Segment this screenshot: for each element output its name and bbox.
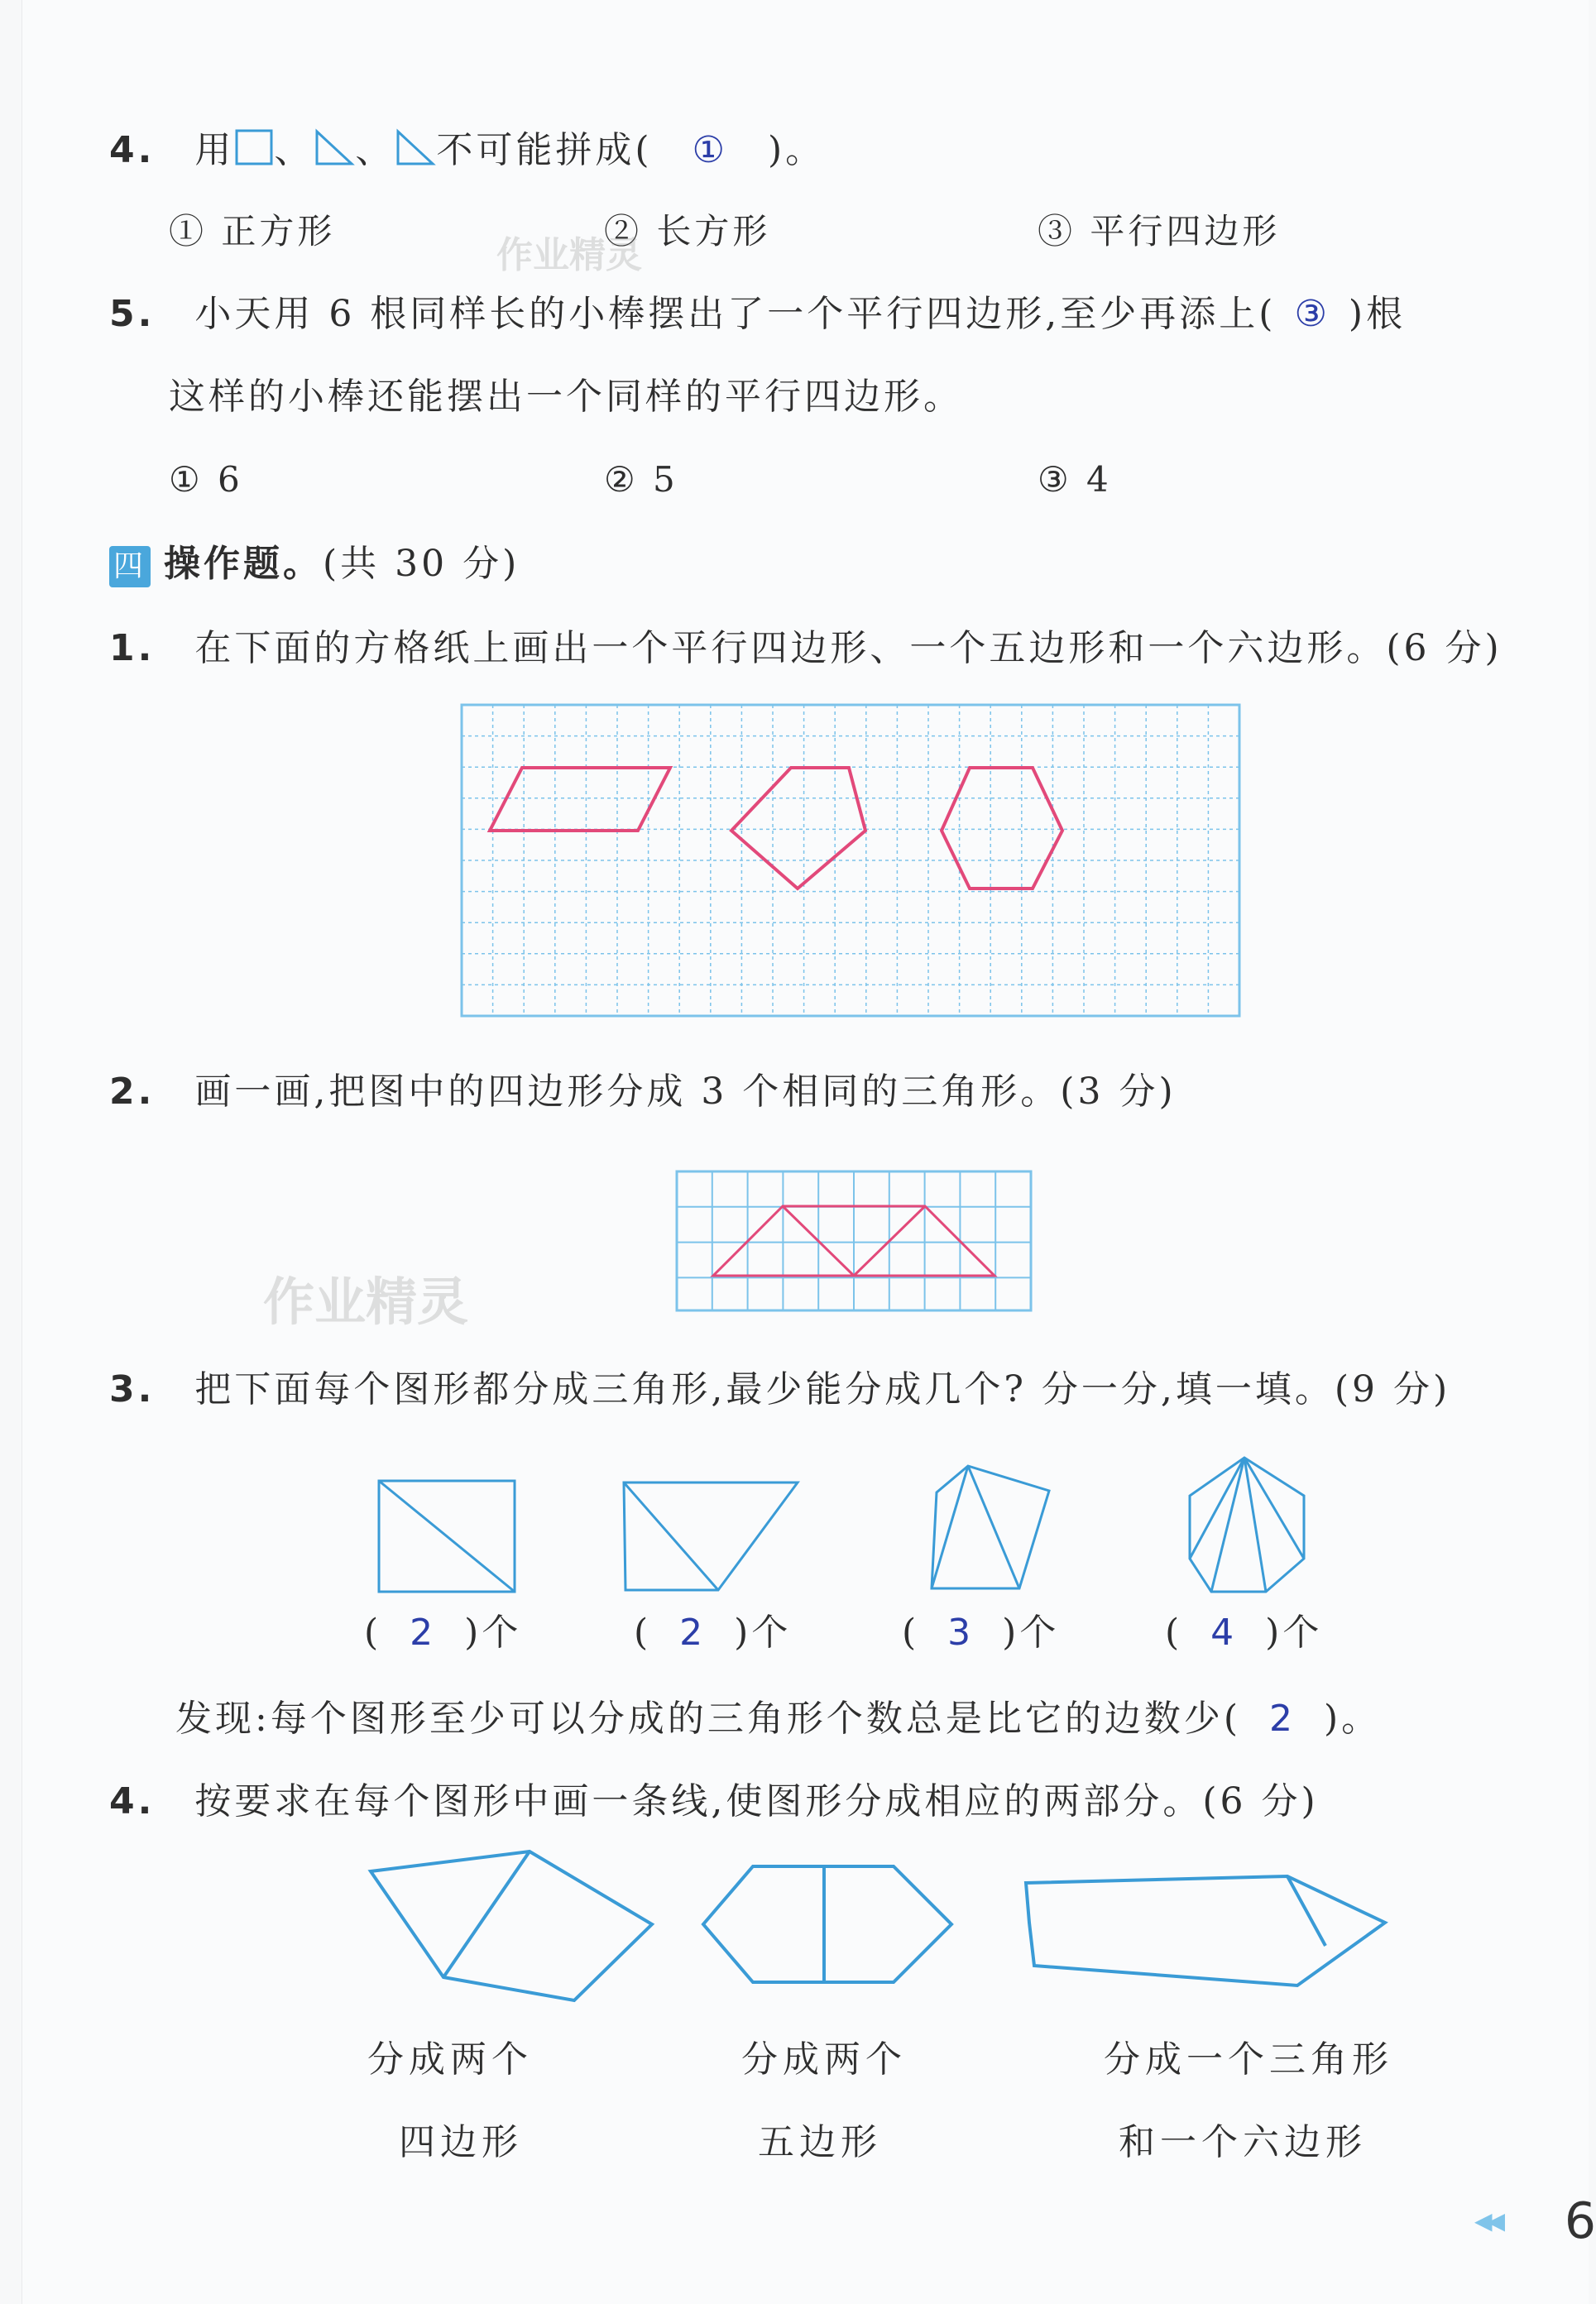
unit: )个 <box>1002 1612 1060 1654</box>
question-text: 不可能拼成( <box>436 129 653 171</box>
finding <box>175 1696 1381 1742</box>
answer-row-1 <box>364 1610 521 1656</box>
problem-4 <box>109 1779 1319 1825</box>
grid-paper[interactable] <box>462 705 1239 1016</box>
answer-blank[interactable]: ③ <box>1294 293 1330 335</box>
question-text: 在下面的方格纸上画出一个平行四边形、一个五边形和一个六边形。(6 分) <box>194 627 1503 669</box>
question-5-line-2: 这样的小棒还能摆出一个同样的平行四边形。 <box>169 376 963 418</box>
section-heading <box>109 541 520 587</box>
option-1[interactable]: ① 6 <box>169 459 243 500</box>
question-4 <box>109 127 825 178</box>
question-number: 4. <box>109 129 156 171</box>
problem-3 <box>109 1367 1450 1413</box>
question-text-end: )根 <box>1348 293 1407 335</box>
question-number: 5. <box>109 293 156 335</box>
question-number: 4. <box>109 1780 156 1823</box>
option-3[interactable]: ③ 平行四边形 <box>1038 211 1281 251</box>
heptagon-split-figure[interactable] <box>1021 1871 1390 1994</box>
caption-1-line-2: 四边形 <box>399 2121 523 2163</box>
rectangle-figure[interactable] <box>377 1479 518 1595</box>
answer-blank[interactable]: 2 <box>679 1612 707 1654</box>
option-2[interactable]: ② 5 <box>604 459 678 500</box>
answer-row-3 <box>902 1610 1059 1656</box>
right-triangle-icon <box>395 128 436 178</box>
separator: 、 <box>355 129 395 171</box>
section-title: 操作题。 <box>164 543 323 585</box>
open-paren: ( <box>364 1612 382 1654</box>
watermark-logo: 作业精灵 <box>496 234 642 276</box>
option-2[interactable]: ② 长方形 <box>604 211 771 251</box>
option-3[interactable]: ③ 4 <box>1038 459 1112 500</box>
answer-row-4 <box>1165 1610 1322 1656</box>
unit: )个 <box>734 1612 792 1654</box>
open-paren: ( <box>1165 1612 1183 1654</box>
hexagon-figure[interactable] <box>1186 1456 1311 1595</box>
finding-end: )。 <box>1324 1698 1382 1740</box>
question-close: )。 <box>767 129 826 171</box>
small-grid[interactable] <box>677 1171 1031 1310</box>
answer-blank[interactable]: ① <box>692 129 728 171</box>
section-points: (共 30 分) <box>323 543 520 585</box>
problem-2 <box>109 1069 1177 1115</box>
open-paren: ( <box>634 1612 652 1654</box>
finding-text: 发现:每个图形至少可以分成的三角形个数总是比它的边数少( <box>175 1698 1241 1740</box>
caption-1-line-1: 分成两个 <box>367 2038 533 2081</box>
drawn-pentagon <box>731 768 865 889</box>
question-5 <box>109 291 1406 338</box>
drawn-parallelogram <box>490 768 670 831</box>
caption-3-line-2: 和一个六边形 <box>1119 2121 1367 2163</box>
answer-blank[interactable]: 2 <box>410 1612 437 1654</box>
caption-2-line-1: 分成两个 <box>741 2038 907 2081</box>
section-badge: 四 <box>109 546 151 587</box>
pentagon-figure[interactable] <box>925 1464 1052 1592</box>
page-number: 6 <box>1564 2192 1596 2250</box>
trapezoid-figure[interactable] <box>622 1481 803 1593</box>
separator: 、 <box>274 129 314 171</box>
question-number: 1. <box>109 627 156 669</box>
page-arrows-icon: ◀◀ <box>1474 2207 1501 2235</box>
problem-1 <box>109 625 1503 672</box>
question-number: 3. <box>109 1368 156 1411</box>
question-prefix: 用 <box>194 129 235 171</box>
question-text: 画一画,把图中的四边形分成 3 个相同的三角形。(3 分) <box>194 1071 1177 1113</box>
hexagon-split-figure[interactable] <box>700 1863 955 1987</box>
question-text: 把下面每个图形都分成三角形,最少能分成几个? 分一分,填一填。(9 分) <box>194 1368 1451 1411</box>
right-triangle-icon <box>314 128 355 178</box>
answer-blank[interactable]: 3 <box>947 1612 975 1654</box>
question-text: 按要求在每个图形中画一条线,使图形分成相应的两部分。(6 分) <box>194 1780 1319 1823</box>
open-paren: ( <box>902 1612 920 1654</box>
caption-3-line-1: 分成一个三角形 <box>1104 2038 1393 2081</box>
watermark-logo: 作业精灵 <box>263 1272 469 1332</box>
question-number: 2. <box>109 1071 156 1113</box>
unit: )个 <box>1265 1612 1323 1654</box>
answer-blank[interactable]: 2 <box>1269 1698 1296 1740</box>
option-1[interactable]: ① 正方形 <box>169 211 336 251</box>
caption-2-line-2: 五边形 <box>758 2121 882 2163</box>
unit: )个 <box>464 1612 522 1654</box>
pentagon-split-figure[interactable] <box>367 1847 657 2004</box>
square-icon <box>234 128 274 178</box>
question-text: 小天用 6 根同样长的小棒摆出了一个平行四边形,至少再添上( <box>194 293 1277 335</box>
answer-blank[interactable]: 4 <box>1210 1612 1238 1654</box>
answer-row-2 <box>634 1610 791 1656</box>
